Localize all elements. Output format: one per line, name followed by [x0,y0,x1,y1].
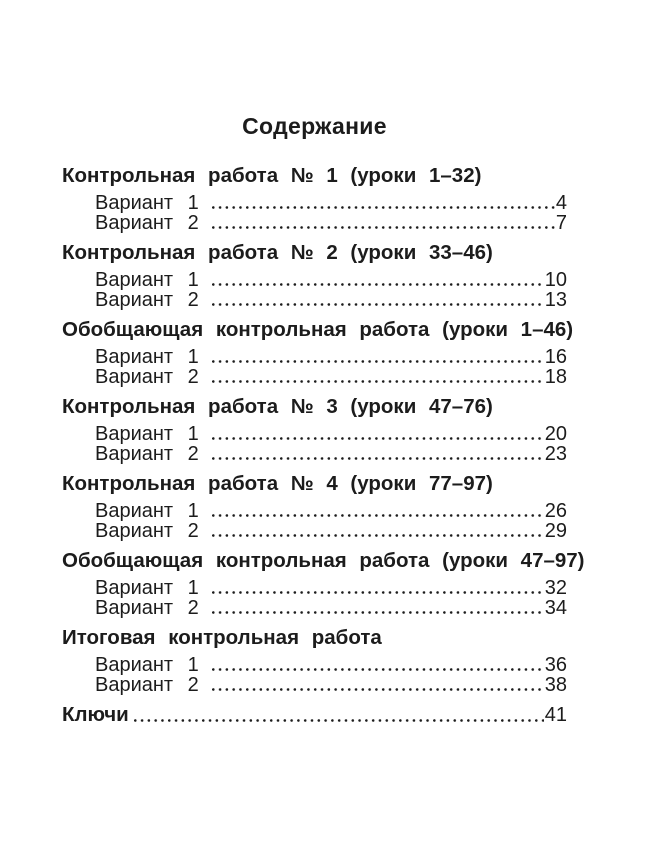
toc-entry [95,213,567,233]
entry-page-number: 20 [544,423,567,445]
entry-label: Вариант 1 [95,423,199,445]
toc-entry [95,424,567,444]
entry-label: Вариант 1 [95,269,199,291]
entry-label: Вариант 2 [95,289,199,311]
entry-page-number: 32 [544,577,567,599]
entry-page-number: 16 [544,346,567,368]
dot-leader [212,226,555,229]
entry-label: Вариант 1 [95,654,199,676]
entry-label: Вариант 1 [95,192,199,214]
toc-entry [95,193,567,213]
section-entries [62,347,567,387]
toc-sections [62,164,585,696]
toc-entry [95,655,567,675]
entry-label: Вариант 2 [95,212,199,234]
entry-label: Вариант 2 [95,520,199,542]
toc-entry [95,578,567,598]
entry-label: Вариант 2 [95,366,199,388]
entry-label: Вариант 1 [95,577,199,599]
toc-keys-row [62,704,567,726]
entry-page-number: 26 [544,500,567,522]
toc-entry [95,367,567,387]
dot-leader [212,668,544,671]
section-entries [62,270,567,310]
dot-leader [212,591,544,594]
toc-section [62,549,585,619]
entry-page-number: 36 [544,654,567,676]
section-heading: Контрольная работа № 2 (уроки 33–46) [62,241,493,264]
entry-page-number: 7 [555,212,567,234]
toc-entry [95,270,567,290]
dot-leader [212,457,544,460]
toc-entry [95,501,567,521]
entry-label: Вариант 2 [95,674,199,696]
section-heading: Обобщающая контрольная работа (уроки 47–97) [62,549,585,572]
section-entries [62,424,567,464]
toc-entry [95,675,567,695]
toc-section [62,396,567,464]
dot-leader [212,611,544,614]
entry-page-number: 13 [544,289,567,311]
section-entries [62,655,567,695]
dot-leader [212,206,555,209]
keys-label: Ключи [62,703,129,726]
dot-leader [212,514,544,517]
entry-page-number: 4 [555,192,567,214]
section-heading: Обобщающая контрольная работа (уроки 1–46) [62,318,574,341]
entry-label: Вариант 2 [95,597,199,619]
section-heading: Итоговая контрольная работа [62,626,382,649]
dot-leader [212,283,544,286]
toc-entry [95,521,567,541]
dot-leader [212,303,544,306]
toc-entry [95,290,567,310]
page-title: Содержание [242,113,387,139]
entry-page-number: 29 [544,520,567,542]
dot-leader [134,719,544,722]
entry-page-number: 10 [544,269,567,291]
toc-section [62,473,567,541]
toc-section [62,318,574,388]
entry-page-number: 23 [544,443,567,465]
entry-label: Вариант 2 [95,443,199,465]
keys-page-number: 41 [544,704,567,726]
toc-section [62,242,567,310]
dot-leader [212,437,544,440]
section-heading: Контрольная работа № 3 (уроки 47–76) [62,395,493,418]
entry-label: Вариант 1 [95,346,199,368]
dot-leader [212,380,544,383]
toc-section [62,627,567,695]
dot-leader [212,688,544,691]
section-heading: Контрольная работа № 4 (уроки 77–97) [62,472,493,495]
dot-leader [212,360,544,363]
toc-entry [95,598,567,618]
section-heading: Контрольная работа № 1 (уроки 1–32) [62,164,482,187]
entry-page-number: 34 [544,597,567,619]
entry-label: Вариант 1 [95,500,199,522]
toc-entry [95,444,567,464]
dot-leader [212,534,544,537]
entry-page-number: 38 [544,674,567,696]
section-entries [62,578,567,618]
toc-entry [95,347,567,367]
toc-section [62,165,567,233]
entry-page-number: 18 [544,366,567,388]
section-entries [62,193,567,233]
section-entries [62,501,567,541]
